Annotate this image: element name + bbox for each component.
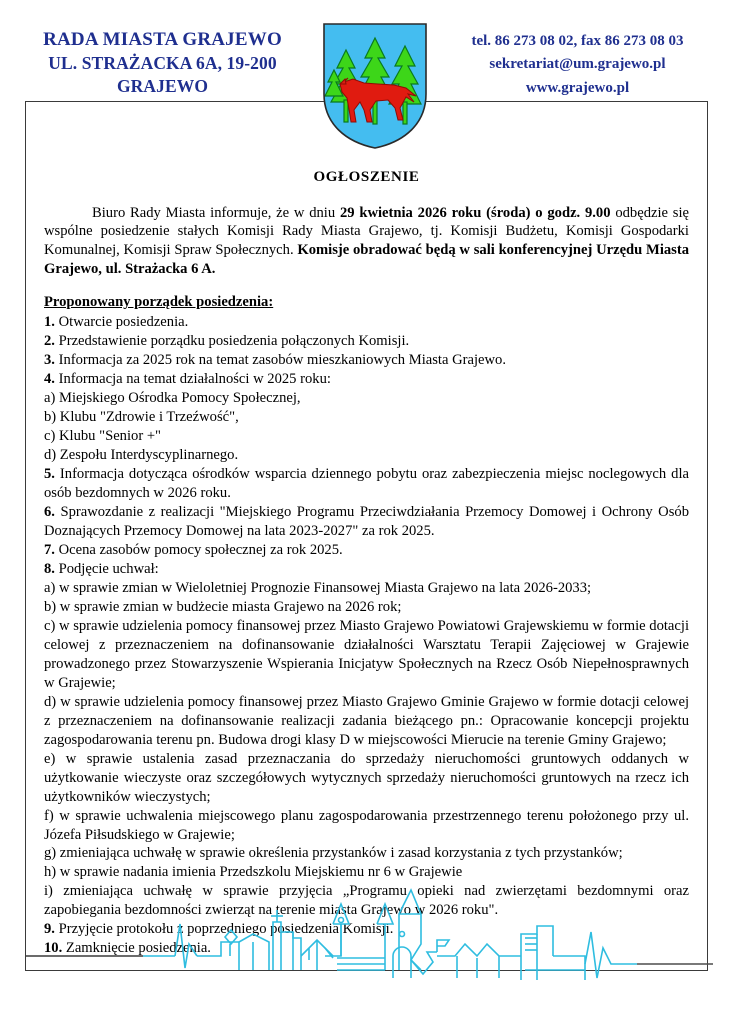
agenda-item-number: 4.	[44, 371, 55, 388]
agenda-item	[44, 541, 689, 560]
page-title: OGŁOSZENIE	[313, 169, 420, 185]
agenda-item-number: 8.	[44, 560, 55, 577]
agenda-item-number: 1.	[44, 314, 55, 331]
agenda-item-text: Otwarcie posiedzenia.	[54, 314, 189, 331]
agenda-item-text: d) w sprawie udzielenia pomocy finansowej przez Miasto Grajewo Gminie Grajewo w formie dotacji celowej z przeznaczeniem na dofinansowanie realizacji zadania bieżącego pn.: Opracowanie koncepcji projektu zagospodarowania terenu pn. Budowa drogi klasy D w miejscowości Mierucie na terenie Gminy Grajewo;	[44, 693, 689, 748]
agenda-subitem	[44, 427, 689, 446]
contact-email: sekretariat@um.grajewo.pl	[489, 56, 666, 73]
agenda-item-number: 5.	[44, 466, 55, 483]
agenda-subitem	[44, 408, 689, 427]
agenda-item	[44, 465, 689, 503]
intro-text-part1: Biuro Rady Miasta informuje, że w dniu	[92, 204, 340, 221]
agenda-item-number: 6.	[44, 504, 55, 521]
contact-website: www.grajewo.pl	[525, 79, 630, 96]
city-skyline-graphic	[25, 886, 715, 981]
agenda-item	[44, 313, 689, 332]
agenda-item-text: h) w sprawie nadania imienia Przedszkolu Miejskiemu nr 6 w Grajewie	[44, 864, 463, 881]
agenda-item-text: g) zmieniająca uchwałę w sprawie określenia przystanków i zasad korzystania z tych przystanków;	[44, 845, 623, 862]
agenda-item-number: 9.	[44, 921, 55, 938]
coat-of-arms-icon	[320, 22, 430, 150]
agenda-item-text: c) w sprawie udzielenia pomocy finansowej przez Miasto Grajewo Powiatowi Grajewskiemu w formie dotacji celowej z przeznaczeniem na dofinansowanie działalności Warsztatu Terapii Zajęciowej w Grajewie prowadzonego przez Stowarzyszenie Wspierania Inicjatyw Społecznych na Rzecz Osób Niepełnosprawnych w Grajewie;	[44, 617, 689, 691]
agenda-item-text: i) zmieniająca uchwałę w sprawie przyjęcia „Programu opieki nad zwierzętami bezdomnymi oraz zapobiegania bezdomności zwierząt na terenie miasta Grajewo w 2026 roku".	[44, 883, 689, 919]
agenda-item-number: 10.	[44, 940, 63, 957]
agenda-item-text: d) Zespołu Interdyscyplinarnego.	[44, 447, 239, 464]
announcement-body	[44, 168, 689, 958]
agenda-subitem	[44, 389, 689, 408]
intro-text-part2: odbędzie się wspólne posiedzenie stałych Komisji Rady Miasta Grajewo, tj. Komisji Budżetu, Komisji Gospodarki Komunalnej, Komisji Spraw Społecznych.	[44, 204, 689, 259]
agenda-item-text: Informacja na temat działalności w 2025 roku:	[54, 371, 331, 388]
agenda-subitem	[44, 598, 689, 617]
contact-phone-fax: tel. 86 273 08 02, fax 86 273 08 03	[471, 33, 684, 49]
intro-meeting-location: Komisje obradować będą w sali konferencyjnej Urzędu Miasta Grajewo, ul. Strażacka 6 A.	[44, 242, 690, 278]
agenda-item	[44, 560, 689, 579]
agenda-item	[44, 370, 689, 389]
agenda-list	[44, 313, 689, 958]
intro-paragraph	[44, 204, 689, 280]
agenda-item-number: 7.	[44, 541, 55, 558]
organization-address: UL. STRAŻACKA 6A, 19-200 GRAJEWO	[48, 53, 277, 96]
agenda-item-text: f) w sprawie uchwalenia miejscowego planu zagospodarowania przestrzennego terenu położonego przy ul. Józefa Piłsudskiego w Grajewie;	[44, 807, 689, 843]
contact-block	[430, 30, 725, 100]
agenda-item-text: Przyjęcie protokołu z poprzedniego posiedzenia Komisji.	[54, 921, 394, 938]
agenda-item	[44, 332, 689, 351]
agenda-subitem	[44, 617, 689, 693]
agenda-item-text: b) w sprawie zmian w budżecie miasta Grajewo na 2026 rok;	[44, 598, 402, 615]
letterhead-header	[0, 0, 730, 101]
agenda-item-text: Zamknięcie posiedzenia.	[62, 940, 211, 957]
agenda-heading: Proponowany porządek posiedzenia:	[44, 294, 274, 311]
agenda-subitem	[44, 863, 689, 882]
agenda-item-text: a) Miejskiego Ośrodka Pomocy Społecznej,	[44, 390, 301, 407]
agenda-subitem	[44, 844, 689, 863]
agenda-subitem	[44, 807, 689, 845]
agenda-subitem	[44, 750, 689, 807]
agenda-item-text: a) w sprawie zmian w Wieloletniej Prognozie Finansowej Miasta Grajewo na lata 2026-2033;	[44, 579, 592, 596]
agenda-item-text: c) Klubu "Senior +"	[44, 428, 162, 445]
agenda-item	[44, 503, 689, 541]
agenda-item-text: b) Klubu "Zdrowie i Trzeźwość",	[44, 409, 239, 426]
agenda-item-text: Podjęcie uchwał:	[54, 560, 159, 577]
intro-meeting-datetime: 29 kwietnia 2026 roku (środa) o godz. 9.00	[339, 204, 611, 221]
agenda-item-text: Informacja dotycząca ośrodków wsparcia dziennego pobytu oraz zabezpieczenia miejsc noclegowych dla osób bezdomnych w 2026 roku.	[44, 466, 689, 502]
agenda-item-text: Ocena zasobów pomocy społecznej za rok 2025.	[54, 541, 343, 558]
agenda-item-text: Informacja za 2025 rok na temat zasobów mieszkaniowych Miasta Grajewo.	[54, 352, 506, 369]
agenda-item-text: e) w sprawie ustalenia zasad przeznaczania do sprzedaży nieruchomości gruntowych oddanych w użytkowanie wieczyste oraz szczegółowych wytycznych sprzedaży nieruchomości gruntowych na rzecz ich użytkowników wieczystych;	[44, 750, 689, 805]
organization-address-block	[10, 28, 315, 97]
agenda-item-text: Sprawozdanie z realizacji "Miejskiego Programu Przeciwdziałania Przemocy Domowej i Ochrony Osób Doznających Przemocy Domowej na lata 2023-2027" za rok 2025.	[44, 504, 689, 539]
agenda-item	[44, 351, 689, 370]
agenda-subitem	[44, 579, 689, 598]
agenda-subitem	[44, 693, 689, 750]
agenda-subitem	[44, 446, 689, 465]
organization-name: RADA MIASTA GRAJEWO	[43, 29, 282, 50]
agenda-item-number: 2.	[44, 333, 55, 350]
agenda-item-number: 3.	[44, 352, 55, 369]
agenda-item-text: Przedstawienie porządku posiedzenia połączonych Komisji.	[54, 333, 410, 350]
